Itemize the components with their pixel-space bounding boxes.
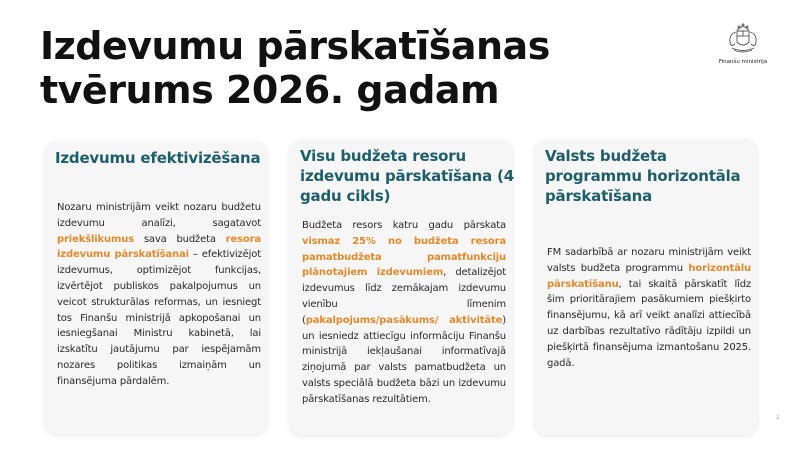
card-all-budget-resorts-review [290,140,512,435]
ministry-name: Finanšu ministrija [718,59,768,65]
card-body-highlight: priekšlikumus [57,233,135,245]
card-body-text: Budžeta resors katru gadu pārskata [302,220,506,231]
card-body-text: , detalizējot izdevumus līdz zemākajam izdevumu vienību līmenim ( [302,267,507,326]
page-number: 1 [776,414,780,421]
card-body [302,218,506,408]
card-body-text: Nozaru ministrijām veikt nozaru budžetu izdevumu analīzi, sagatavot [57,202,261,229]
card-heading: Visu budžeta resoru izdevumu pārskatīšana (4 gadu cikls) [300,147,514,205]
page-title-line-1: Izdevumu pārskatīšanas [40,24,550,68]
card-heading: Izdevumu efektivizēšana [55,149,261,167]
card-horizontal-program-review [535,140,757,435]
card-body-highlight: resora izdevumu pārskatīšanai [57,233,261,261]
card-body-text: , tai skaitā pārskatīt līdz šim prioritārajiem pasākumiem piešķirto finansējumu, kā arī veikt analīzi attiecībā uz darbības rezultatīvo rādītāju izpildi un piešķirtā finansējuma izmantošanu 2025. gadā. [547,278,751,369]
card-body-text: FM sadarbībā ar nozaru ministrijām veikt valsts budžeta programmu [547,247,751,274]
card-body-text: ) un iesniedz attiecīgu informāciju Finanšu ministrijā iekļaušanai informatīvajā ziņojumā par valsts pamatbudžeta un valsts speciālā budžeta bāzi un izdevumu pārskatīšanas rezultātiem. [302,314,506,405]
card-body-text: – efektivizējot izdevumus, optimizējot funkcijas, izvērtējot publiskos pakalpojumus un veicot strukturālas reformas, un iesniegt tos Finanšu ministrijā apkopošanai un iesniegšanai Ministru kabinetā, lai izskatītu jautājumu par iespējamām nozares politikas izmaiņām un finansējuma pārdalēm. [57,249,261,387]
card-body-highlight: vismaz 25% no budžeta resora pamatbudžeta pamatfunkciju plānotajiem izdevumiem [302,235,506,279]
ministry-logo [706,22,780,65]
card-body-highlight: horizontālu pārskatīšanu [547,262,751,290]
card-body-text: sava budžeta [134,233,226,245]
card-heading: Valsts budžeta programmu horizontāla pārskatīšana [545,147,741,205]
card-body [57,200,261,390]
card-spending-efficiency [45,142,267,434]
coat-of-arms-icon [723,22,763,56]
card-body-highlight: pakalpojums/pasākums/ aktivitāte [305,314,503,326]
card-body [547,245,751,371]
page-title-line-2: tvērums 2026. gadam [40,68,500,112]
page-title [40,24,550,112]
